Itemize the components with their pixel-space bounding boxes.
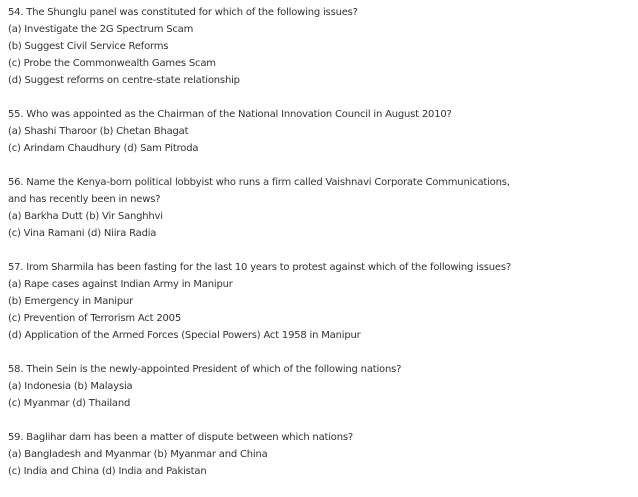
options-c-d: (c) India and China (d) India and Pakistan [8,466,207,477]
options-a-b: (a) Indonesia (b) Malaysia [8,381,133,392]
options-c-d: (c) Myanmar (d) Thailand [8,398,131,409]
question-text: 59. Baglihar dam has been a matter of dispute between which nations? [8,432,353,443]
question-59 [8,429,633,480]
option-d: (d) Suggest reforms on centre-state relationship [8,75,240,86]
option-c: (c) Prevention of Terrorism Act 2005 [8,313,181,324]
options-c-d: (c) Vina Ramani (d) Niira Radia [8,228,157,239]
options-a-b: (a) Bangladesh and Myanmar (b) Myanmar and China [8,449,268,460]
question-text: 56. Name the Kenya-born political lobbyist who runs a firm called Vaishnavi Corporate Communications, [8,177,510,188]
question-text: 54. The Shunglu panel was constituted for which of the following issues? [8,7,358,18]
question-54 [8,4,633,89]
question-text: 57. Irom Sharmila has been fasting for the last 10 years to protest against which of the following issues? [8,262,511,273]
options-c-d: (c) Arindam Chaudhury (d) Sam Pitroda [8,143,199,154]
option-d: (d) Application of the Armed Forces (Special Powers) Act 1958 in Manipur [8,330,361,341]
option-b: (b) Emergency in Manipur [8,296,134,307]
option-b: (b) Suggest Civil Service Reforms [8,41,169,52]
option-c: (c) Probe the Commonwealth Games Scam [8,58,216,69]
option-a: (a) Investigate the 2G Spectrum Scam [8,24,194,35]
question-document [8,4,633,497]
question-text: 58. Thein Sein is the newly-appointed President of which of the following nations? [8,364,402,375]
question-55 [8,106,633,157]
question-text-continued: and has recently been in news? [8,194,161,205]
question-56 [8,174,633,242]
options-a-b: (a) Shashi Tharoor (b) Chetan Bhagat [8,126,189,137]
question-57 [8,259,633,344]
option-a: (a) Rape cases against Indian Army in Manipur [8,279,233,290]
options-a-b: (a) Barkha Dutt (b) Vir Sanghhvi [8,211,163,222]
question-text: 55. Who was appointed as the Chairman of the National Innovation Council in August 2010? [8,109,452,120]
question-58 [8,361,633,412]
